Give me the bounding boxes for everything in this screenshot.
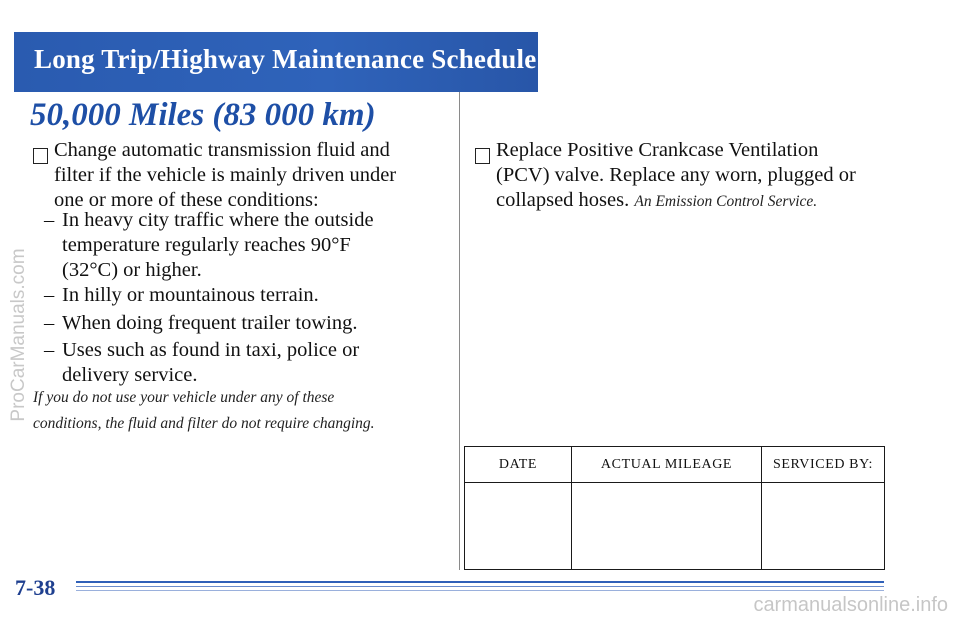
date-header: DATE bbox=[465, 447, 572, 483]
note-line: conditions, the fluid and filter do not require changing. bbox=[33, 415, 375, 432]
item-line: one or more of these conditions: bbox=[54, 189, 319, 211]
item-line: filter if the vehicle is mainly driven under bbox=[54, 164, 397, 186]
checkbox-transmission[interactable] bbox=[33, 148, 48, 164]
serviced-by-header: SERVICED BY: bbox=[762, 447, 885, 483]
banner-title: Long Trip/Highway Maintenance Schedule bbox=[34, 44, 537, 74]
checkbox-pcv[interactable] bbox=[475, 148, 490, 164]
item-line: Replace Positive Crankcase Ventilation bbox=[496, 139, 819, 161]
serviced-by-cell[interactable] bbox=[762, 483, 885, 570]
date-cell[interactable] bbox=[465, 483, 572, 570]
condition-line: In heavy city traffic where the outside bbox=[62, 209, 374, 231]
condition-item: – In heavy city traffic where the outside temperature regularly reaches 90°F (32°C) or higher. bbox=[44, 209, 374, 281]
transmission-item bbox=[54, 138, 396, 213]
condition-line: (32°C) or higher. bbox=[62, 259, 202, 281]
item-line: collapsed hoses. An Emission Control Service. bbox=[496, 189, 818, 211]
service-record-table bbox=[464, 446, 885, 570]
mileage-header: ACTUAL MILEAGE bbox=[572, 447, 762, 483]
note-line: If you do not use your vehicle under any of these bbox=[33, 389, 335, 406]
condition-item: – In hilly or mountainous terrain. bbox=[44, 284, 319, 306]
page-number: 7-38 bbox=[15, 575, 56, 600]
side-watermark: ProCarManuals.com bbox=[8, 248, 29, 422]
section-title: 50,000 Miles (83 000 km) bbox=[30, 97, 376, 133]
condition-line: In hilly or mountainous terrain. bbox=[62, 284, 319, 306]
condition-item: – When doing frequent trailer towing. bbox=[44, 312, 358, 334]
item-line: Change automatic transmission fluid and bbox=[54, 139, 390, 161]
footer-rule bbox=[76, 586, 884, 587]
transmission-note bbox=[33, 385, 375, 437]
condition-line: Uses such as found in taxi, police or bbox=[62, 339, 360, 361]
bottom-watermark: carmanualsonline.info bbox=[753, 594, 948, 616]
item-line: (PCV) valve. Replace any worn, plugged or bbox=[496, 164, 856, 186]
emission-note: An Emission Control Service. bbox=[634, 193, 818, 210]
condition-line: When doing frequent trailer towing. bbox=[62, 312, 358, 334]
condition-line: delivery service. bbox=[62, 364, 198, 386]
pcv-item bbox=[496, 138, 856, 214]
mileage-cell[interactable] bbox=[572, 483, 762, 570]
condition-line: temperature regularly reaches 90°F bbox=[62, 234, 351, 256]
column-divider bbox=[459, 92, 460, 570]
condition-item: – Uses such as found in taxi, police or delivery service. bbox=[44, 339, 360, 386]
footer-rule bbox=[76, 581, 884, 583]
footer-rule bbox=[76, 590, 884, 591]
